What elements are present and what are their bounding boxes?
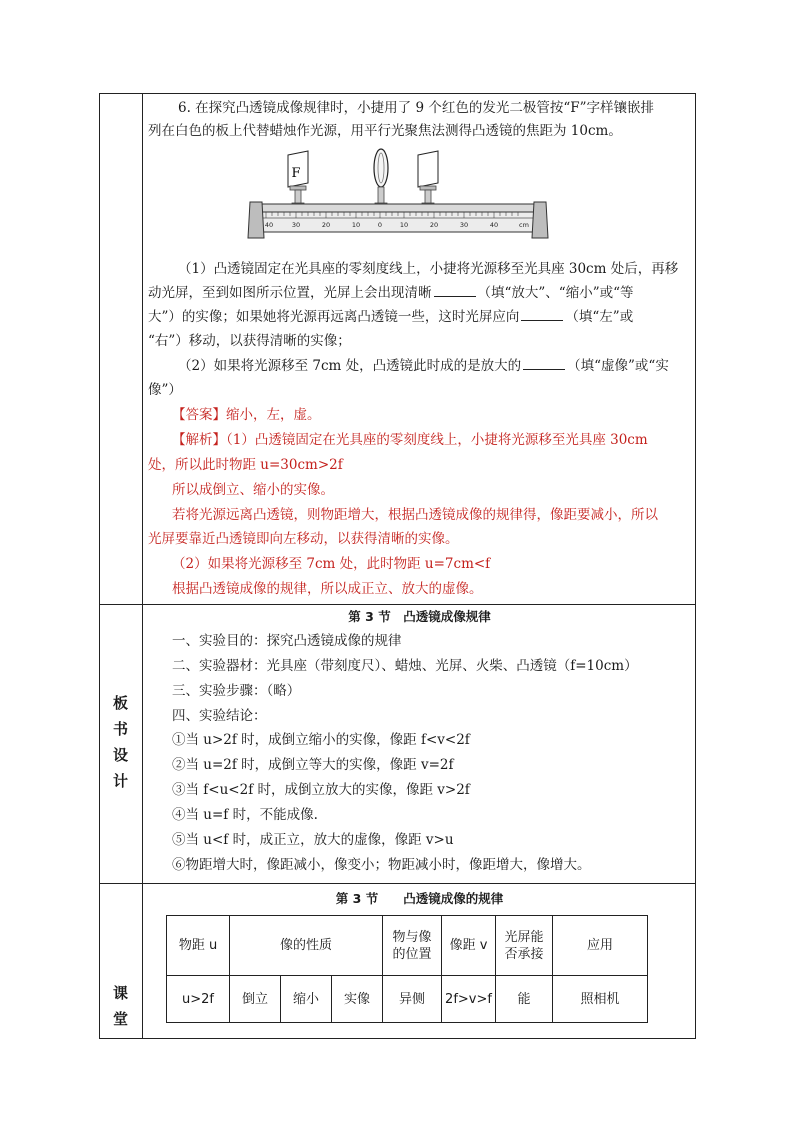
tick-label: 10 (399, 221, 409, 229)
part1-line-2-b: （填“放大”、“缩小”或“等 (477, 285, 634, 301)
row-divider-1 (99, 604, 696, 605)
tick-label: 30 (291, 221, 301, 229)
header-image-nature: 像的性质 (230, 916, 383, 976)
tick-label: 30 (459, 221, 469, 229)
analysis-line-5: 光屏要靠近凸透镜即向左移动，以获得清晰的实像。 (148, 531, 459, 547)
header-position (383, 916, 442, 976)
question-line-2: 列在白色的板上代替蜡烛作光源，用平行光聚焦法测得凸透镜的焦距为 10cm。 (148, 123, 622, 139)
cell-size: 缩小 (281, 976, 332, 1023)
side-char: 堂 (112, 1010, 128, 1028)
classroom-title: 第 3 节 凸透镜成像的规律 (335, 891, 504, 906)
answer-blank-1[interactable] (434, 284, 476, 297)
analysis-line-6: （2）如果将光源移至 7cm 处，此时物距 u=7cm<f (172, 556, 491, 572)
side-char: 板 (112, 694, 128, 712)
header-screen (496, 916, 553, 976)
tick-label: 10 (351, 221, 361, 229)
board-item: ③当 f<u<2f 时，成倒立放大的实像，像距 v>2f (172, 782, 470, 798)
tick-label: 0 (377, 221, 383, 229)
cell-image-distance: 2f>v>f (442, 976, 496, 1023)
side-char: 课 (112, 984, 128, 1002)
tick-label: 40 (489, 221, 499, 229)
part1-line-3 (148, 308, 633, 326)
part2-line-1-a: （2）如果将光源移至 7cm 处，凸透镜此时成的是放大的 (178, 358, 522, 374)
board-item: ⑥物距增大时，像距减小，像变小；物距减小时，像距增大，像增大。 (172, 857, 591, 873)
board-item: 四、实验结论： (172, 708, 267, 724)
board-side-label (99, 690, 142, 794)
table-row (167, 976, 648, 1023)
header-screen-line: 否承接 (504, 946, 544, 962)
cell-application: 照相机 (553, 976, 648, 1023)
analysis-line-4: 若将光源远离凸透镜，则物距增大，根据凸透镜成像的规律得，像距要减小，所以 (172, 507, 658, 523)
tick-label: 40 (264, 221, 274, 229)
light-screen (418, 151, 438, 208)
header-position-line: 物与像 (392, 929, 432, 945)
part2-line-2: 像”） (148, 382, 182, 398)
side-char: 书 (112, 720, 128, 738)
header-application: 应用 (553, 916, 648, 976)
part1-line-2-a: 动光屏，至到如图所示位置，光屏上会出现清晰 (148, 285, 432, 301)
part1-line-4: “右”）移动，以获得清晰的实像； (148, 333, 351, 349)
imaging-table (166, 915, 648, 1023)
answer-blank-2[interactable] (521, 308, 563, 321)
bench-rail (248, 202, 548, 238)
part1-line-3-a: 大”）的实像；如果她将光源再远离凸透镜一些，这时光屏应向 (148, 309, 520, 325)
part2-line-1 (178, 357, 669, 375)
board-item: ①当 u>2f 时，成倒立缩小的实像，像距 f<v<2f (172, 732, 470, 748)
part2-line-1-b: （填“虚像”或“实 (567, 358, 669, 374)
tick-label: cm (519, 221, 529, 229)
header-screen-line: 光屏能 (504, 929, 544, 945)
answer-line: 【答案】缩小，左，虚。 (172, 407, 321, 423)
analysis-line-7: 根据凸透镜成像的规律，所以成正立、放大的虚像。 (172, 581, 483, 597)
classroom-side-label (99, 980, 142, 1032)
analysis-line-2: 处，所以此时物距 u=30cm>2f (148, 457, 343, 473)
part1-line-3-b: （填“左”或 (565, 309, 634, 325)
answer-blank-3[interactable] (523, 357, 565, 370)
cell-object-distance: u>2f (167, 976, 230, 1023)
light-source-board (288, 151, 308, 208)
board-item: 二、实验器材：光具座（带刻度尺）、蜡烛、光屏、火柴、凸透镜（f=10cm） (172, 658, 638, 674)
header-image-distance: 像距 v (442, 916, 496, 976)
question-line-1: 6. 在探究凸透镜成像规律时，小捷用了 9 个红色的发光二极管按“F”字样镶嵌排 (178, 100, 655, 116)
side-char: 设 (112, 746, 128, 764)
board-item: 三、实验步骤：（略） (172, 683, 301, 699)
board-title: 第 3 节 凸透镜成像规律 (348, 609, 491, 624)
tick-label: 20 (321, 221, 331, 229)
table-header-row (167, 916, 648, 976)
board-item: ④当 u=f 时，不能成像. (172, 807, 318, 823)
cell-position: 异侧 (383, 976, 442, 1023)
board-item: ⑤当 u<f 时，成正立，放大的虚像，像距 v>u (172, 832, 454, 848)
part1-line-2 (148, 284, 634, 302)
cell-screen: 能 (496, 976, 553, 1023)
part1-line-1: （1）凸透镜固定在光具座的零刻度线上，小捷将光源移至光具座 30cm 处后，再移 (178, 261, 679, 277)
row-divider-2 (99, 883, 696, 884)
side-char: 计 (112, 772, 128, 790)
header-position-line: 的位置 (392, 946, 432, 962)
board-item: ②当 u=2f 时，成倒立等大的实像，像距 v=2f (172, 757, 454, 773)
cell-orientation: 倒立 (230, 976, 281, 1023)
header-object-distance: 物距 u (167, 916, 230, 976)
board-item: 一、实验目的：探究凸透镜成像的规律 (172, 633, 402, 649)
convex-lens (374, 149, 388, 208)
analysis-line-1: 【解析】（1）凸透镜固定在光具座的零刻度线上，小捷将光源移至光具座 30cm (172, 432, 648, 448)
optical-bench-figure (246, 148, 550, 246)
analysis-line-3: 所以成倒立、缩小的实像。 (172, 482, 334, 498)
source-letter: F (291, 166, 301, 181)
tick-label: 20 (429, 221, 439, 229)
cell-image-type: 实像 (332, 976, 383, 1023)
